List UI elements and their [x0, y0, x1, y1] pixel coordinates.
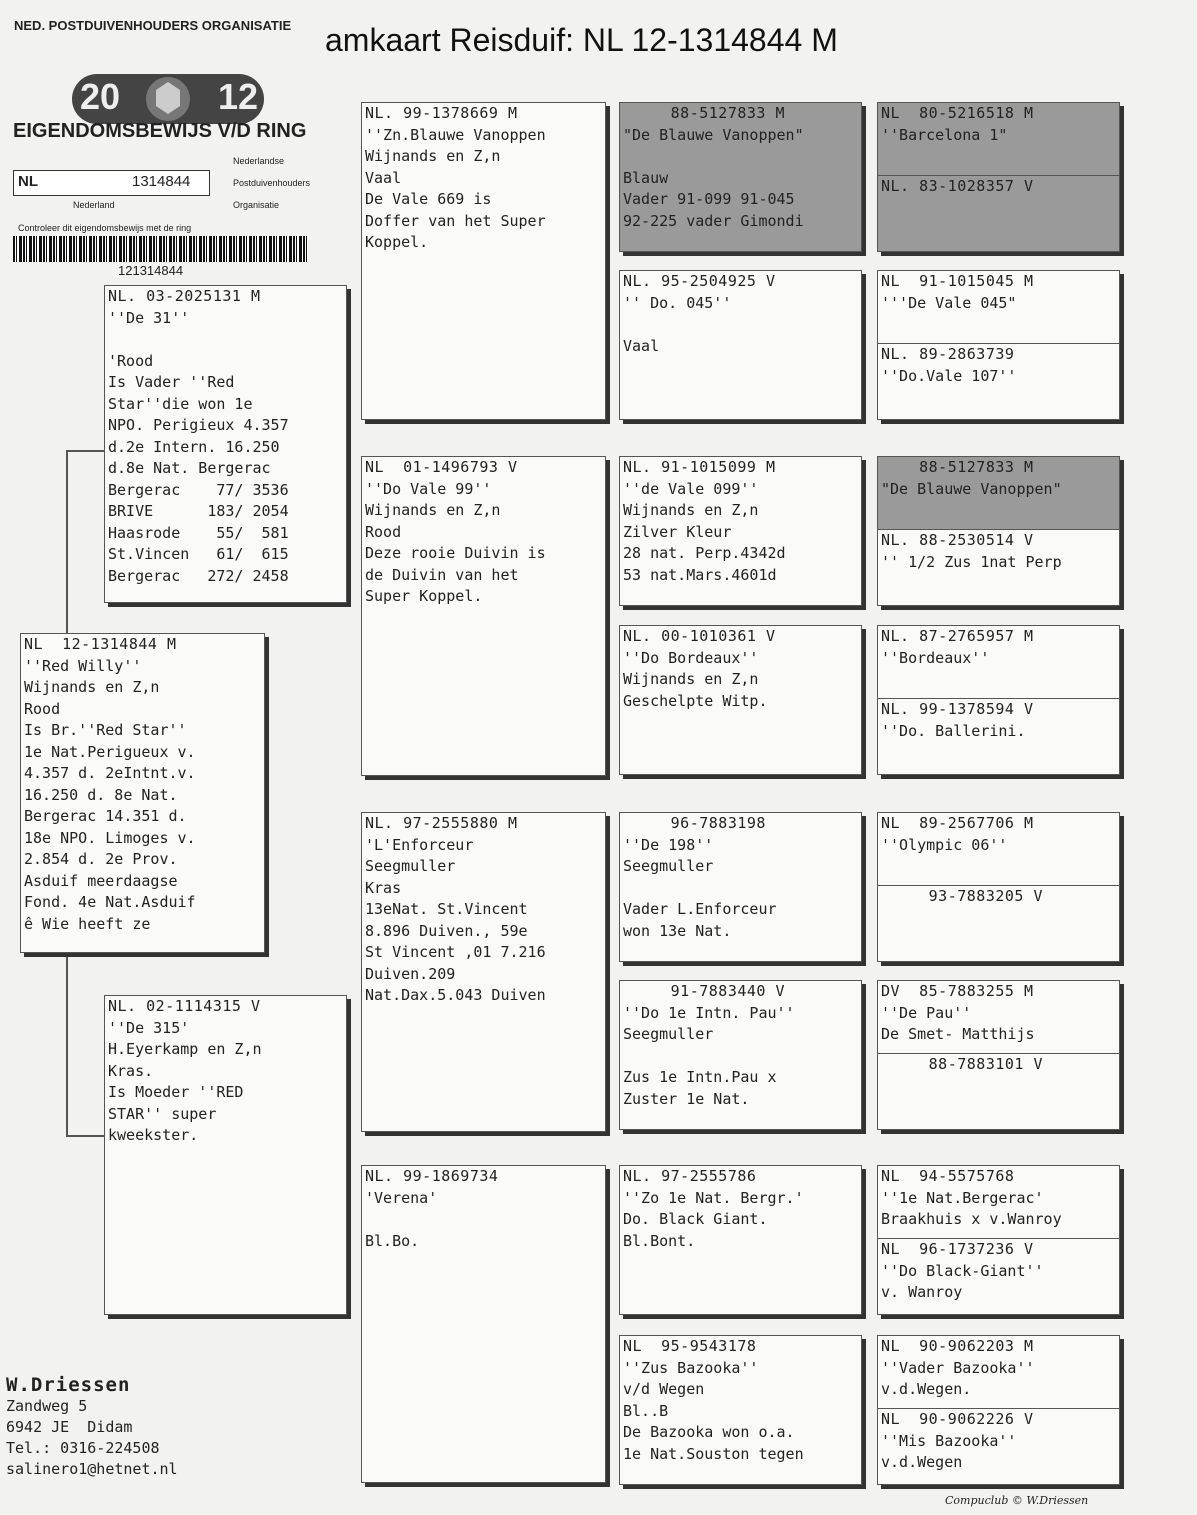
ring-number-line: NL 96-1737236 V	[881, 1240, 1034, 1258]
pigeon-info-line: '' 1/2 Zus 1nat Perp	[881, 552, 1062, 571]
ring-number-line: NL. 89-2863739	[881, 345, 1015, 363]
pigeon-info-line: Blauw	[623, 168, 669, 187]
pigeon-info-line: Seegmuller	[623, 857, 714, 875]
pigeon-info-line: Bergerac 77/ 3536	[108, 480, 289, 499]
dam-section	[878, 1238, 1119, 1315]
ring-number-line: NL 12-1314844 M	[24, 635, 177, 653]
connector	[66, 450, 106, 452]
pigeon-info-line: 1e Nat.Souston tegen	[623, 1444, 804, 1463]
pigeon-info-line: Wijnands en Z,n	[365, 147, 501, 165]
pedigree-box-gg1	[877, 102, 1120, 252]
pigeon-info-line: Rood	[24, 699, 61, 718]
pigeon-info-line: 4.357 d. 2eIntnt.v.	[24, 764, 196, 782]
year-right: 12	[218, 76, 259, 117]
sire-section	[881, 981, 1116, 1053]
pigeon-info-line: d.8e Nat. Bergerac	[108, 459, 271, 477]
sire-section	[881, 103, 1116, 175]
pigeon-info-line: ''Zus Bazooka''	[623, 1358, 759, 1377]
ring-number-line: NL. 03-2025131 M	[108, 287, 261, 305]
pedigree-box-g3	[619, 456, 862, 606]
ring-number-line: NL. 02-1114315 V	[108, 997, 261, 1015]
pigeon-info-line: Bergerac 272/ 2458	[108, 566, 289, 585]
pigeon-info-line: 1e Nat.Perigueux v.	[24, 742, 196, 761]
ring-number-line: NL. 97-2555786	[623, 1167, 757, 1185]
footer-credit: Compuclub © W.Driessen	[945, 1494, 1089, 1507]
ring-number-line: 93-7883205 V	[881, 887, 1044, 905]
ring-number-line: 91-7883440 V	[623, 982, 786, 1000]
pigeon-info-line: 'Rood	[108, 351, 154, 370]
pigeon-info-line: 18e NPO. Limoges v.	[24, 828, 196, 847]
dam-section	[878, 343, 1119, 420]
npo-line: Organisatie	[233, 200, 280, 210]
control-text: Controleer dit eigendomsbewijs met de ring	[18, 223, 192, 233]
npo-letters	[233, 150, 310, 216]
ring-number-line: NL 80-5216518 M	[881, 104, 1034, 122]
pigeon-info-line: ''Zn.Blauwe Vanoppen	[365, 125, 546, 144]
pigeon-info-line: Kras	[365, 878, 402, 897]
pigeon-info-line: De Vale 669 is	[365, 190, 492, 208]
pigeon-info-line: ''De 31''	[108, 308, 190, 327]
pedigree-box-p0	[20, 633, 265, 953]
pigeon-info-line: Deze rooie Duivin is	[365, 544, 546, 562]
pigeon-info-line: Vader L.Enforceur	[623, 900, 777, 918]
pigeon-info-line: ''1e Nat.Bergerac'	[881, 1188, 1044, 1207]
ring-number-line: 88-5127833 M	[623, 104, 786, 122]
country-code: NL	[18, 173, 38, 190]
pigeon-info-line: ''De 315'	[108, 1018, 190, 1037]
pigeon-info-line: Bl.Bont.	[623, 1231, 696, 1250]
connector	[66, 1135, 106, 1137]
pedigree-box-gg7	[877, 1165, 1120, 1315]
ring-number: 1314844	[132, 173, 191, 190]
pigeon-info-line: St.Vincen 61/ 615	[108, 545, 289, 563]
pedigree-box-p4	[361, 456, 606, 776]
npo-line: Nederlandse	[233, 156, 285, 166]
pigeon-info-line: Is Br.''Red Star''	[24, 721, 187, 739]
pigeon-info-line: ''Do 1e Intn. Pau''	[623, 1003, 795, 1022]
pigeon-info-line: ''Barcelona 1"	[881, 125, 1008, 144]
pigeon-info-line: ''Vader Bazooka''	[881, 1358, 1035, 1377]
year-left: 20	[80, 76, 121, 117]
pedigree-box-p2	[104, 995, 347, 1315]
breeder-info	[6, 1375, 178, 1480]
pigeon-info-line: STAR'' super	[108, 1104, 217, 1123]
ring-number-line: NL. 99-1869734	[365, 1167, 499, 1185]
pedigree-box-g5	[619, 812, 862, 962]
pedigree-box-g2	[619, 270, 862, 420]
ring-number-line: 96-7883198	[623, 814, 766, 832]
connector	[66, 450, 68, 635]
pedigree-box-g1	[619, 102, 862, 252]
pigeon-info-line: H.Eyerkamp en Z,n	[108, 1040, 262, 1058]
pigeon-info-line: Haasrode 55/ 581	[108, 523, 289, 542]
sire-section	[878, 457, 1119, 529]
ring-certificate	[8, 10, 313, 278]
ring-number-line: 88-7883101 V	[881, 1055, 1044, 1073]
ring-number-line: 88-5127833 M	[881, 458, 1034, 476]
breeder-street: Zandweg 5	[6, 1397, 88, 1415]
pigeon-info-line: Zuster 1e Nat.	[623, 1089, 750, 1108]
pigeon-info-line: v.d.Wegen	[881, 1453, 963, 1471]
pigeon-info-line: Doffer van het Super	[365, 211, 546, 230]
sire-section	[881, 1336, 1116, 1408]
ring-number-line: NL 94-5575768	[881, 1167, 1015, 1185]
pedigree-box-gg6	[877, 980, 1120, 1130]
ring-number-line: NL. 87-2765957 M	[881, 627, 1034, 645]
pigeon-info-line: ''Do. Ballerini.	[881, 721, 1026, 740]
pedigree-box-g7	[619, 1165, 862, 1315]
pigeon-info-line: de Duivin van het	[365, 565, 519, 584]
pigeon-info-line: De Smet- Matthijs	[881, 1025, 1035, 1043]
pigeon-info-line: ''Bordeaux''	[881, 648, 990, 667]
ring-number-line: NL 01-1496793 V	[365, 458, 518, 476]
pigeon-info-line	[623, 878, 858, 900]
pigeon-info-line: '' Do. 045''	[623, 293, 732, 312]
pigeon-info-line: Rood	[365, 522, 402, 541]
pigeon-info-line	[623, 1046, 858, 1068]
pigeon-info-line: Wijnands en Z,n	[24, 678, 160, 696]
pigeon-info-line: Geschelpte Witp.	[623, 691, 768, 710]
pigeon-info-line: ''De Pau''	[881, 1003, 972, 1022]
pedigree-box-g6	[619, 980, 862, 1130]
pigeon-info-line: Vader 91-099 91-045	[623, 190, 795, 208]
pigeon-info-line: 92-225 vader Gimondi	[623, 211, 804, 230]
dam-section	[878, 885, 1119, 962]
pedigree-box-p5	[361, 812, 606, 1132]
pigeon-info-line: 'L'Enforceur	[365, 835, 474, 854]
pigeon-info-line: v.d.Wegen.	[881, 1380, 972, 1398]
pedigree-box-gg4	[877, 625, 1120, 775]
pedigree-box-p3	[361, 102, 606, 420]
ring-number-line: NL 90-9062203 M	[881, 1337, 1034, 1355]
breeder-email[interactable]: salinero1@hetnet.nl	[6, 1460, 178, 1478]
sire-section	[881, 271, 1116, 343]
ring-number-line: NL. 88-2530514 V	[881, 531, 1034, 549]
barcode-icon	[13, 236, 308, 262]
sire-section	[881, 813, 1116, 885]
ring-number-line: NL 95-9543178	[623, 1337, 757, 1355]
certificate-org: NED. POSTDUIVENHOUDERS ORGANISATIE	[14, 18, 292, 33]
dam-section	[878, 529, 1119, 606]
ring-number-line: NL. 95-2504925 V	[623, 272, 776, 290]
pigeon-info-line: ''Olympic 06''	[881, 835, 1008, 854]
sire-section	[881, 626, 1116, 698]
pigeon-info-line: d.2e Intern. 16.250	[108, 437, 280, 456]
pigeon-info-line: ''Do.Vale 107''	[881, 366, 1017, 385]
pigeon-info-line	[623, 314, 858, 336]
dam-section	[878, 698, 1119, 775]
ring-number-line: NL. 91-1015099 M	[623, 458, 776, 476]
pigeon-info-line: ''Do Black-Giant''	[881, 1261, 1044, 1280]
pigeon-info-line: St Vincent ,01 7.216	[365, 943, 546, 961]
dam-section	[878, 1053, 1119, 1130]
pigeon-info-line: Zus 1e Intn.Pau x	[623, 1068, 777, 1086]
pigeon-info-line	[365, 1209, 602, 1231]
pedigree-box-g8	[619, 1335, 862, 1485]
pigeon-info-line: Star''die won 1e	[108, 394, 253, 413]
pigeon-info-line: ê Wie heeft ze	[24, 914, 151, 933]
page-title: amkaart Reisduif: NL 12-1314844 M	[325, 22, 838, 58]
pigeon-info-line: Kras.	[108, 1061, 154, 1080]
ring-number-line: NL. 83-1028357 V	[881, 177, 1034, 195]
pigeon-info-line: Is Moeder ''RED	[108, 1083, 244, 1101]
certificate-heading: EIGENDOMSBEWIJS V/D RING	[13, 120, 307, 142]
ring-number-line: NL 89-2567706 M	[881, 814, 1034, 832]
pigeon-info-line: NPO. Perigieux 4.357	[108, 416, 289, 434]
pigeon-info-line: Seegmuller	[623, 1025, 714, 1043]
pigeon-info-line: "De Blauwe Vanoppen"	[881, 479, 1062, 498]
pedigree-box-p6	[361, 1165, 606, 1483]
pigeon-info-line: BRIVE 183/ 2054	[108, 502, 289, 520]
pigeon-info-line: Wijnands en Z,n	[365, 501, 501, 519]
dam-section	[878, 1408, 1119, 1485]
pigeon-info-line: 8.896 Duiven., 59e	[365, 921, 528, 940]
pedigree-box-gg5	[877, 812, 1120, 962]
barcode-number: 121314844	[118, 263, 184, 278]
pigeon-info-line: 'Verena'	[365, 1188, 438, 1207]
pigeon-info-line: De Bazooka won o.a.	[623, 1423, 795, 1441]
pigeon-info-line: Nat.Dax.5.043 Duiven	[365, 986, 546, 1004]
pigeon-info-line: v/d Wegen	[623, 1380, 705, 1398]
pigeon-info-line: ''De 198''	[623, 835, 714, 854]
pigeon-info-line: v. Wanroy	[881, 1283, 963, 1301]
pigeon-info-line: Bl..B	[623, 1401, 669, 1420]
breeder-phone: Tel.: 0316-224508	[6, 1439, 160, 1457]
pigeon-info-line: ''Do Vale 99''	[365, 479, 492, 498]
ring-number-line: NL. 99-1378669 M	[365, 104, 518, 122]
breeder-city: 6942 JE Didam	[6, 1418, 133, 1436]
pigeon-info-line: won 13e Nat.	[623, 921, 732, 940]
pedigree-box-gg2	[877, 270, 1120, 420]
pigeon-info-line: Koppel.	[365, 233, 429, 251]
pigeon-info-line: Bergerac 14.351 d.	[24, 807, 187, 825]
pigeon-info-line: "De Blauwe Vanoppen"	[623, 125, 804, 144]
pigeon-info-line: '''De Vale 045"	[881, 293, 1017, 312]
pigeon-info-line: Duiven.209	[365, 964, 456, 983]
ring-number-line: NL 90-9062226 V	[881, 1410, 1034, 1428]
pigeon-info-line	[108, 329, 343, 351]
pigeon-info-line: Vaal	[623, 336, 660, 355]
pigeon-info-line: ''Mis Bazooka''	[881, 1431, 1017, 1450]
pigeon-info-line: Zilver Kleur	[623, 522, 732, 541]
pigeon-info-line: kweekster.	[108, 1126, 199, 1144]
pedigree-box-gg3	[877, 456, 1120, 606]
pigeon-info-line	[623, 146, 858, 168]
pigeon-info-line: 2.854 d. 2e Prov.	[24, 850, 178, 868]
breeder-name: W.Driessen	[6, 1374, 131, 1396]
pigeon-info-line: Seegmuller	[365, 857, 456, 875]
sire-section	[881, 1166, 1116, 1238]
ring-number-line: NL. 00-1010361 V	[623, 627, 776, 645]
pedigree-box-p1	[104, 285, 347, 603]
pigeon-info-line: Bl.Bo.	[365, 1231, 420, 1250]
pigeon-info-line: Wijnands en Z,n	[623, 670, 759, 688]
pigeon-info-line: Braakhuis x v.Wanroy	[881, 1210, 1062, 1228]
pigeon-info-line: 28 nat. Perp.4342d	[623, 544, 786, 562]
pigeon-info-line: Vaal	[365, 168, 402, 187]
ring-number-field	[13, 170, 210, 196]
pedigree-box-gg8	[877, 1335, 1120, 1485]
pigeon-info-line: Asduif meerdaagse	[24, 871, 178, 890]
pigeon-info-line: Do. Black Giant.	[623, 1210, 768, 1228]
dam-section	[878, 175, 1119, 252]
ring-number-line: DV 85-7883255 M	[881, 982, 1034, 1000]
pigeon-info-line: 13eNat. St.Vincent	[365, 900, 528, 918]
pigeon-info-line: Fond. 4e Nat.Asduif	[24, 893, 196, 911]
country-name: Nederland	[73, 200, 115, 210]
ring-number-line: NL. 99-1378594 V	[881, 700, 1034, 718]
npo-line: Postduivenhouders	[233, 178, 311, 188]
pigeon-info-line: Is Vader ''Red	[108, 373, 235, 391]
ring-number-line: NL 91-1015045 M	[881, 272, 1034, 290]
pigeon-info-line: Wijnands en Z,n	[623, 501, 759, 519]
pigeon-info-line: ''Red Willy''	[24, 656, 142, 675]
pigeon-info-line: 16.250 d. 8e Nat.	[24, 785, 178, 804]
pigeon-info-line: ''Do Bordeaux''	[623, 648, 759, 667]
ring-number-line: NL. 97-2555880 M	[365, 814, 518, 832]
pigeon-info-line: Super Koppel.	[365, 587, 483, 605]
pigeon-info-line: ''Zo 1e Nat. Bergr.'	[623, 1188, 804, 1207]
connector	[66, 953, 68, 1135]
pedigree-box-g4	[619, 625, 862, 775]
pigeon-info-line: 53 nat.Mars.4601d	[623, 565, 777, 584]
pigeon-info-line: ''de Vale 099''	[623, 479, 759, 498]
